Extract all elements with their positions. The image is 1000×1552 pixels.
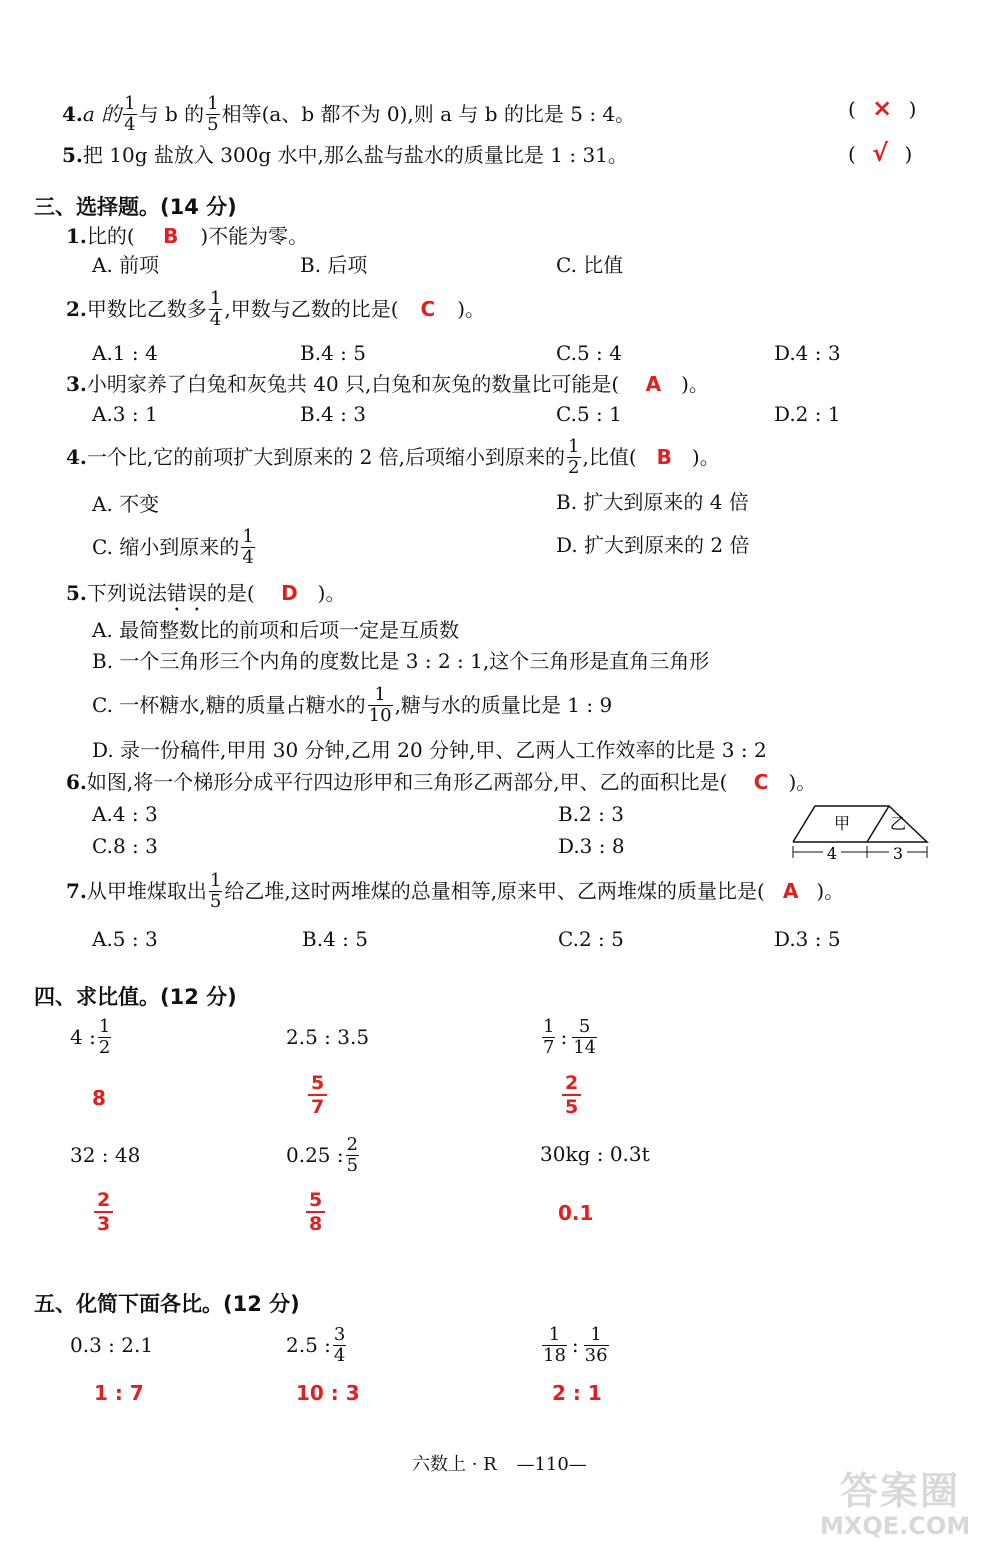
- answer-letter: A: [645, 372, 662, 396]
- judge-q5-answer-box: ( √ ): [848, 139, 913, 167]
- q2-option-a: A.1 : 4: [92, 341, 158, 365]
- watermark-logo: 答案圈: [840, 1469, 961, 1513]
- q4-option-d: D. 扩大到原来的 2 倍: [556, 533, 750, 557]
- cross-mark-icon: ×: [872, 94, 893, 122]
- q6-option-c: C.8 : 3: [92, 834, 158, 858]
- q7-option-c: C.2 : 5: [558, 927, 624, 951]
- fraction: 1 18: [543, 1323, 566, 1366]
- trapezoid-outline: [793, 806, 927, 842]
- base-label-3: 3: [892, 844, 904, 863]
- q5-option-a: A. 最简整数比的前项和后项一定是互质数: [92, 618, 460, 642]
- simplify-answer-1: 1 : 7: [94, 1381, 144, 1405]
- page-footer: [412, 1450, 587, 1476]
- q3-option-b: B.4 : 3: [300, 402, 366, 426]
- answer-4: $\frac{2}{3}$: [94, 1189, 113, 1235]
- judge-q4-answer-box: ( × ): [848, 94, 917, 122]
- choice-q7: 7. 从甲堆煤取出 1 5 给乙堆,这时两堆煤的总量相等,原来甲、乙两堆煤的质量比是( A )。: [66, 869, 845, 912]
- q5-option-d: D. 录一份稿件,甲用 30 分钟,乙用 20 分钟,甲、乙两人工作效率的比是 3 : 2: [92, 738, 767, 762]
- fraction: 1 36: [584, 1323, 608, 1366]
- q6-option-d: D.3 : 8: [558, 834, 625, 858]
- ratio-problem-3: 1 7 : 5 14: [543, 1015, 597, 1058]
- fraction: 3 4: [333, 1323, 346, 1366]
- q2-option-c: C.5 : 4: [556, 341, 622, 365]
- q1-option-c: C. 比值: [556, 253, 624, 277]
- answer-letter: D: [281, 581, 298, 605]
- divider-line: [867, 806, 889, 842]
- fraction: 1 4: [242, 525, 254, 568]
- q5-option-b: B. 一个三角形三个内角的度数比是 3 : 2 : 1,这个三角形是直角三角形: [92, 649, 710, 673]
- base-label-4: 4: [826, 844, 838, 863]
- judge-q4-text1: a 的: [82, 102, 122, 126]
- label-jia: 甲: [833, 814, 851, 833]
- fraction: 1 5: [209, 869, 222, 912]
- fraction: 1 10: [368, 683, 392, 726]
- q3-option-c: C.5 : 1: [556, 402, 622, 426]
- q4-option-a: A. 不变: [92, 492, 160, 516]
- simplify-problem-1: 0.3 : 2.1: [70, 1333, 154, 1357]
- q1-option-a: A. 前项: [92, 253, 160, 277]
- ratio-problem-2: 2.5 : 3.5: [286, 1025, 370, 1049]
- ratio-problem-1: 4 : 1 2: [70, 1015, 111, 1058]
- answer-2: $\frac{5}{7}$: [308, 1072, 327, 1118]
- q2-option-b: B.4 : 5: [300, 341, 366, 365]
- judge-q4-text3: 相等(a、b 都不为 0),则 a 与 b 的比是 5 : 4。: [221, 102, 636, 126]
- judge-q4-num: 4.: [62, 102, 83, 126]
- judge-q4: [62, 92, 635, 136]
- fraction: 5 14: [573, 1015, 597, 1058]
- choice-q6: 6.如图,将一个梯形分成平行四边形甲和三角形乙两部分,甲、乙的面积比是( C )。: [66, 770, 817, 794]
- check-mark-icon: √: [872, 139, 889, 167]
- choice-q4: 4. 一个比,它的前项扩大到原来的 2 倍,后项缩小到原来的 1 2 ,比值( B )。: [66, 435, 720, 478]
- simplify-answer-3: 2 : 1: [552, 1381, 602, 1405]
- q6-option-b: B.2 : 3: [558, 802, 624, 826]
- q4-option-b: B. 扩大到原来的 4 倍: [556, 490, 749, 514]
- answer-letter: B: [656, 445, 672, 469]
- answer-5: $\frac{5}{8}$: [306, 1189, 325, 1235]
- q6-option-a: A.4 : 3: [92, 802, 158, 826]
- answer-1: 8: [92, 1086, 106, 1110]
- q2-option-d: D.4 : 3: [774, 341, 841, 365]
- trapezoid-figure: [790, 798, 930, 866]
- answer-letter: B: [163, 224, 179, 248]
- simplify-problem-2: 2.5 : 3 4: [286, 1323, 346, 1366]
- judge-q4-text2: 与 b 的: [138, 102, 205, 126]
- q3-option-a: A.3 : 1: [92, 402, 158, 426]
- simplify-problem-3: 1 18 : 1 36: [543, 1323, 608, 1366]
- q3-option-d: D.2 : 1: [774, 402, 841, 426]
- section-5-title: 五、化简下面各比。(12 分): [34, 1292, 300, 1316]
- emphasized-word: 错误: [166, 581, 207, 605]
- ratio-problem-4: 32 : 48: [70, 1143, 141, 1167]
- answer-letter: A: [782, 879, 799, 903]
- q1-option-b: B. 后项: [300, 253, 368, 277]
- q7-option-d: D.3 : 5: [774, 927, 841, 951]
- answer-letter: C: [420, 297, 436, 321]
- fraction: 1 2: [98, 1015, 111, 1058]
- label-yi: 乙: [889, 814, 907, 833]
- judge-q5: 5.把 10g 盐放入 300g 水中,那么盐与盐水的质量比是 1 : 31。: [62, 143, 628, 167]
- ratio-problem-5: 0.25 : 2 5: [286, 1133, 359, 1176]
- section-4-title: 四、求比值。(12 分): [34, 985, 237, 1009]
- ratio-problem-6: 30kg : 0.3t: [540, 1142, 650, 1166]
- answer-letter: C: [753, 770, 769, 794]
- watermark-url: MXQE.COM: [820, 1512, 971, 1540]
- fraction: 1 4: [209, 287, 222, 330]
- q7-option-b: B.4 : 5: [302, 927, 368, 951]
- book-label: 六数上 · R: [412, 1454, 497, 1475]
- fraction: 1 4: [124, 92, 136, 135]
- fraction: 1 2: [568, 435, 580, 478]
- simplify-answer-2: 10 : 3: [296, 1381, 360, 1405]
- q5-option-c: C. 一杯糖水,糖的质量占糖水的 1 10 ,糖与水的质量比是 1 : 9: [92, 683, 613, 726]
- answer-6: 0.1: [558, 1201, 594, 1225]
- fraction: 1 5: [207, 92, 219, 135]
- section-3-title: 三、选择题。(14 分): [34, 195, 237, 219]
- choice-q5: 5.下列说法错误的是( D )。: [66, 581, 346, 605]
- fraction: 1 7: [543, 1015, 555, 1058]
- choice-q3: 3.小明家养了白兔和灰兔共 40 只,白兔和灰兔的数量比可能是( A )。: [66, 372, 709, 396]
- fraction: 2 5: [346, 1133, 359, 1176]
- choice-q2: 2. 甲数比乙数多 1 4 ,甲数与乙数的比是( C )。: [66, 287, 486, 330]
- q4-option-c: C. 缩小到原来的 1 4: [92, 525, 254, 568]
- q7-option-a: A.5 : 3: [92, 927, 158, 951]
- page-number: —110—: [516, 1454, 587, 1475]
- choice-q1: 1.比的( B )不能为零。: [66, 224, 309, 248]
- answer-3: $\frac{2}{5}$: [562, 1072, 581, 1118]
